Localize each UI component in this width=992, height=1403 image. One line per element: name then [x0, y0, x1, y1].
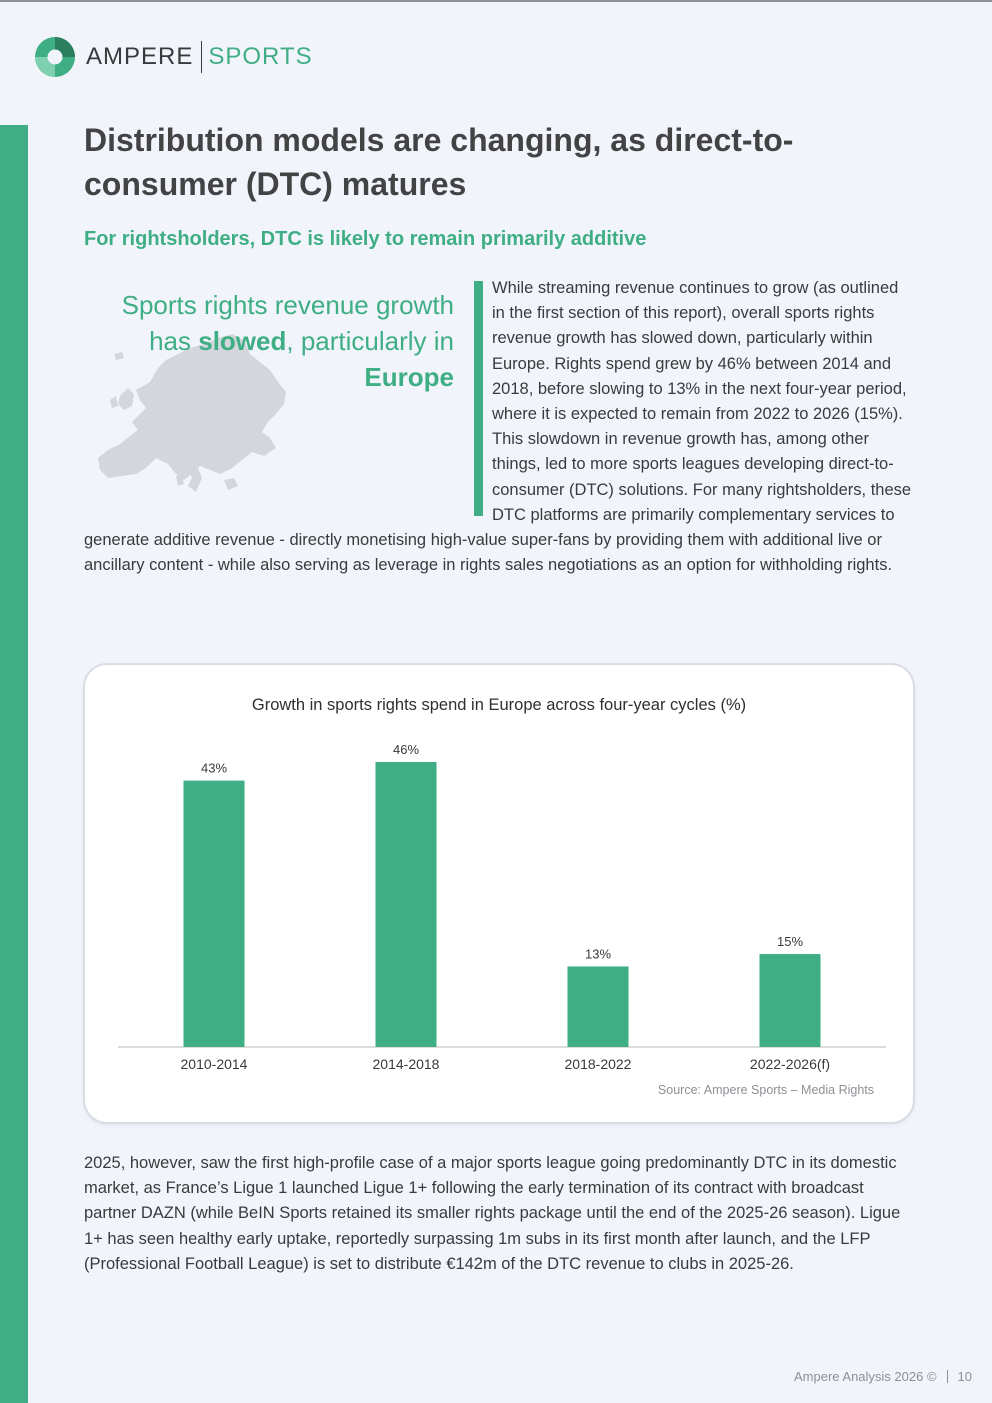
text-wrap-spacer: [84, 276, 492, 526]
page-footer: [0, 1369, 972, 1384]
section-subtitle: For rightsholders, DTC is likely to remain primarily additive: [84, 228, 647, 250]
chart-tick-label: 2010-2014: [180, 1056, 248, 1072]
pull-quote-text-2: , particularly in: [286, 326, 454, 356]
ampere-logo-icon: [34, 36, 76, 78]
chart-data-label: 43%: [200, 760, 228, 776]
top-rule: [0, 0, 992, 2]
chart-data-label: 15%: [776, 934, 804, 950]
chart-data-label: 13%: [584, 946, 612, 962]
pull-quote-emphasis-slowed: slowed: [198, 326, 287, 356]
body-paragraph-1-text: While streaming revenue continues to grow (as outlined in the first section of this report), overall sports rights revenue growth has slowed down, particularly within Europe. Rights spend grew by 46% between 2014 and 2018, before slowing to 13% in the next four-year period, where it is expected to remain from 2022 to 2026 (15%). This slowdown in revenue growth has, among other things, led to more sports leagues developing direct-to-consumer (DTC) solutions. For many rightsholders, these DTC platforms are primarily complementary services to generate additive revenue - directly monetising high-value super-fans by providing them with additional live or ancillary content - while also serving as leverage in rights sales negotiations as an option for withholding rights.: [84, 279, 912, 575]
chart-marks: [181, 742, 831, 1072]
chart-bar: [184, 781, 245, 1047]
chart-tick-label: 2022-2026(f): [749, 1056, 831, 1072]
page-number: 10: [957, 1369, 972, 1384]
pull-quote-text-1: Sports rights revenue growth has: [121, 290, 454, 356]
chart-title: Growth in sports rights spend in Europe across four-year cycles (%): [251, 696, 747, 714]
body-paragraph-1: [84, 276, 914, 578]
logo-wordmark-sports: SPORTS: [208, 43, 313, 70]
body-paragraph-2: 2025, however, saw the first high-profile case of a major sports league going predominantly DTC in its domestic market, as France’s Ligue 1 launched Ligue 1+ following the early termination of its contract with broadcast partner DAZN (while BeIN Sports retained its smaller rights package until the end of the 2025-26 season). Ligue 1+ has seen healthy early uptake, reportedly surpassing 1m subs in its first month after launch, and the LFP (Professional Football League) is set to distribute €142m of the DTC revenue to clubs in 2025-26.: [84, 1154, 901, 1273]
page-title: Distribution models are changing, as direct-to-consumer (DTC) matures: [84, 122, 794, 202]
chart-bar: [568, 966, 629, 1047]
chart-source: Source: Ampere Sports – Media Rights: [657, 1083, 874, 1097]
accent-sidebar: [0, 125, 28, 1403]
footer-copyright: Ampere Analysis 2026 ©: [793, 1369, 937, 1384]
bar-chart-card: [85, 665, 913, 1122]
chart-tick-label: 2018-2022: [564, 1056, 632, 1072]
pull-quote-emphasis-europe: Europe: [364, 362, 454, 392]
chart-bar: [760, 954, 821, 1047]
ampere-sports-logo: [34, 36, 313, 78]
bar-chart: [85, 665, 913, 1122]
chart-tick-label: 2014-2018: [372, 1056, 440, 1072]
chart-bar: [376, 762, 437, 1047]
chart-data-label: 46%: [392, 742, 420, 757]
footer-separator: [947, 1370, 948, 1383]
logo-divider: [201, 41, 202, 73]
logo-wordmark-ampere: AMPERE: [86, 43, 194, 70]
